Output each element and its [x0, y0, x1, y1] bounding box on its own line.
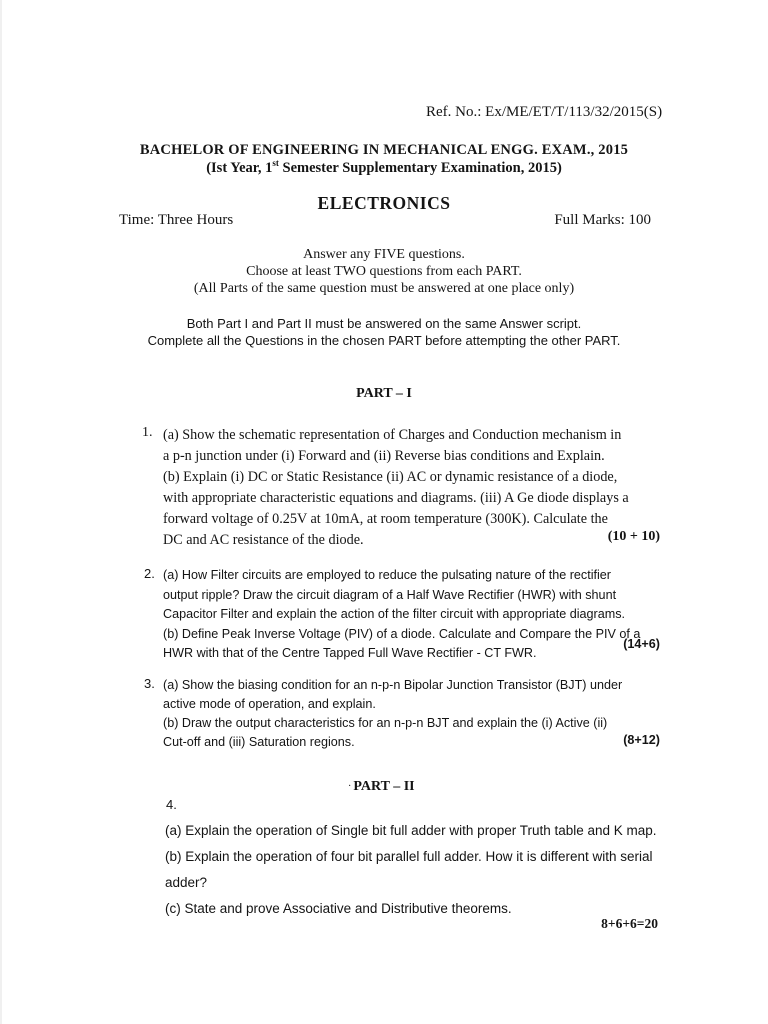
question-2-number: 2. — [144, 566, 155, 581]
instruction-same-script: Both Part I and Part II must be answered on the same Answer script. — [186, 316, 582, 331]
question-3-line: (a) Show the biasing condition for an n-p-n Bipolar Junction Transistor (BJT) under — [163, 678, 623, 692]
instruction-complete-part: Complete all the Questions in the chosen PART before attempting the other PART. — [147, 333, 621, 348]
question-3-number: 3. — [144, 676, 155, 691]
instruction-answer-five: Answer any FIVE questions. — [303, 247, 465, 262]
question-4 — [165, 818, 663, 922]
question-1-line: DC and AC resistance of the diode. — [163, 532, 364, 548]
question-2-line: (b) Define Peak Inverse Voltage (PIV) of a diode. Calculate and Compare the PIV of a — [163, 626, 641, 641]
question-3-line: active mode of operation, and explain. — [163, 697, 376, 711]
subject-title: ELECTRONICS — [317, 193, 451, 213]
question-4-number: 4. — [166, 797, 177, 812]
question-4-line: (a) Explain the operation of Single bit full adder with proper Truth table and K map. — [165, 823, 657, 838]
question-1-marks: (10 + 10) — [607, 529, 660, 544]
reference-number: Ref. No.: Ex/ME/ET/T/113/32/2015(S) — [426, 104, 663, 120]
part-2-heading: PART – II — [353, 779, 415, 794]
time-allowed: Time: Three Hours — [119, 212, 234, 228]
question-2-line: output ripple? Draw the circuit diagram of a Half Wave Rectifier (HWR) with shunt — [163, 587, 617, 602]
question-1-number: 1. — [142, 425, 153, 440]
question-1-line: (b) Explain (i) DC or Static Resistance (ii) AC or dynamic resistance of a diode, — [163, 469, 618, 485]
exam-title: BACHELOR OF ENGINEERING IN MECHANICAL ENGG. EXAM., 2015 — [139, 142, 629, 158]
question-4-line: (b) Explain the operation of four bit parallel full adder. How it is different with serial — [165, 849, 653, 864]
question-2-line: (a) How Filter circuits are employed to reduce the pulsating nature of the rectifier — [163, 568, 611, 582]
question-2-line: Capacitor Filter and explain the action of the filter circuit with appropriate diagrams. — [163, 607, 625, 621]
full-marks: Full Marks: 100 — [554, 212, 651, 228]
question-3-line: (b) Draw the output characteristics for an n-p-n BJT and explain the (i) Active (ii) — [163, 716, 608, 730]
question-1-line: (a) Show the schematic representation of Charges and Conduction mechanism in — [163, 427, 622, 443]
question-4-marks: 8+6+6=20 — [601, 916, 658, 931]
instruction-choose-two: Choose at least TWO questions from each PART. — [246, 264, 522, 279]
question-2-line: HWR with that of the Centre Tapped Full Wave Rectifier - CT FWR. — [163, 646, 537, 660]
question-3-marks: (8+12) — [623, 733, 660, 747]
question-4-line: adder? — [165, 875, 208, 890]
question-1-line: a p-n junction under (i) Forward and (ii) Reverse bias conditions and Explain. — [163, 448, 605, 464]
stray-mark: · — [348, 781, 352, 792]
question-1-line: with appropriate characteristic equations and diagrams. (iii) A Ge diode displays a — [163, 490, 629, 506]
question-2 — [163, 566, 661, 664]
part-1-heading: PART – I — [356, 386, 412, 401]
question-1-line: forward voltage of 0.25V at 10mA, at room temperature (300K). Calculate the — [163, 511, 608, 527]
question-2-marks: (14+6) — [623, 637, 660, 651]
instruction-same-place: (All Parts of the same question must be answered at one place only) — [193, 281, 575, 296]
question-1 — [163, 425, 661, 551]
question-3 — [163, 676, 661, 752]
exam-subtitle: (Ist Year, 1st Semester Supplementary Examination, 2015) — [206, 158, 562, 176]
question-3-line: Cut-off and (iii) Saturation regions. — [163, 735, 355, 749]
question-4-line: (c) State and prove Associative and Distributive theorems. — [165, 901, 512, 916]
